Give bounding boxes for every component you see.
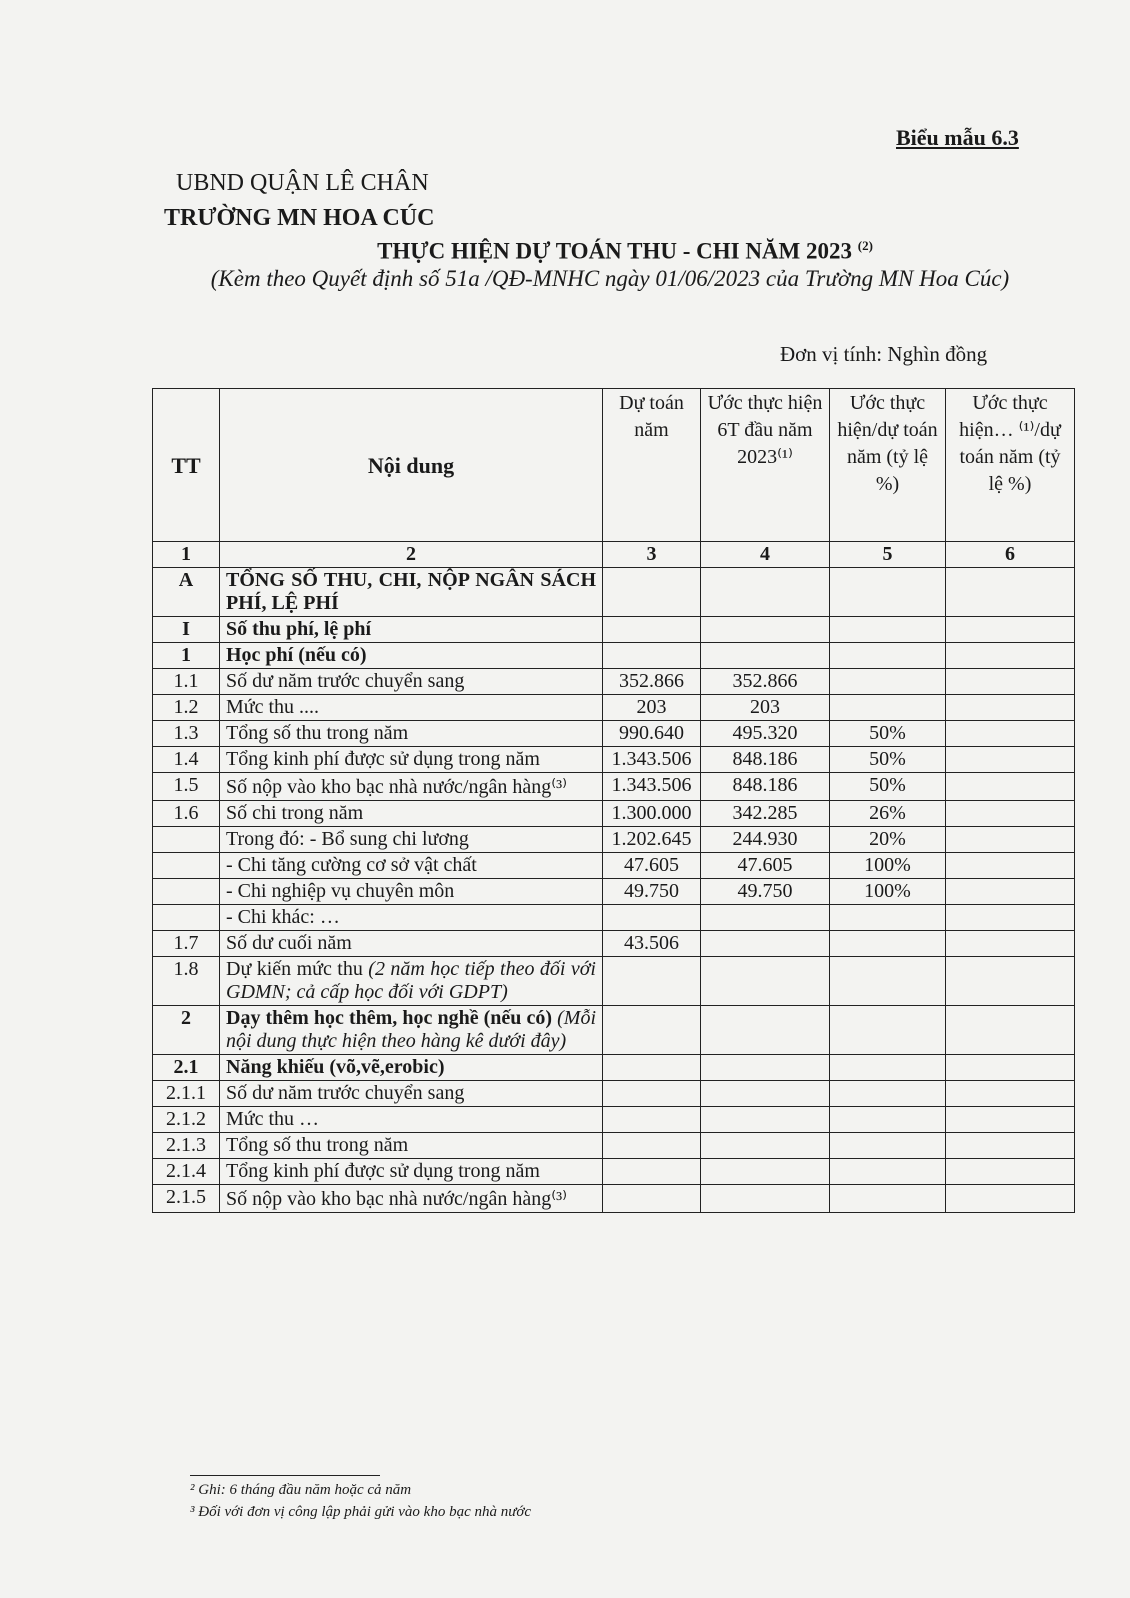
row-tt: I bbox=[153, 617, 220, 643]
row-ratio-2 bbox=[946, 568, 1075, 617]
row-tt: A bbox=[153, 568, 220, 617]
row-tt bbox=[153, 827, 220, 853]
row-content bbox=[220, 1107, 603, 1133]
row-budget bbox=[603, 957, 701, 1006]
row-estimate-6m: 244.930 bbox=[701, 827, 830, 853]
table-row bbox=[153, 1159, 1075, 1185]
row-content bbox=[220, 747, 603, 773]
row-ratio-2 bbox=[946, 879, 1075, 905]
table-row bbox=[153, 1133, 1075, 1159]
table-row bbox=[153, 747, 1075, 773]
row-content-text: Trong đó: - Bổ sung chi lương bbox=[226, 828, 469, 850]
row-content bbox=[220, 931, 603, 957]
row-estimate-6m bbox=[701, 1055, 830, 1081]
col-num: 3 bbox=[603, 542, 701, 568]
agency-name: UBND QUẬN LÊ CHÂN bbox=[176, 170, 429, 196]
row-content-text: Tổng kinh phí được sử dụng trong năm bbox=[226, 1160, 540, 1182]
row-tt: 2.1.4 bbox=[153, 1159, 220, 1185]
row-estimate-6m: 49.750 bbox=[701, 879, 830, 905]
row-content-text: Mức thu … bbox=[226, 1108, 320, 1130]
row-ratio: 100% bbox=[830, 879, 946, 905]
table-row bbox=[153, 879, 1075, 905]
header-ratio: Ước thực hiện/dự toán năm (tỷ lệ %) bbox=[830, 389, 946, 542]
row-budget bbox=[603, 643, 701, 669]
table-body bbox=[153, 568, 1075, 1213]
row-estimate-6m bbox=[701, 1081, 830, 1107]
row-content bbox=[220, 801, 603, 827]
row-tt: 2 bbox=[153, 1006, 220, 1055]
row-content-text: Học phí (nếu có) bbox=[226, 644, 367, 666]
row-tt: 1.3 bbox=[153, 721, 220, 747]
row-budget bbox=[603, 905, 701, 931]
row-budget bbox=[603, 1185, 701, 1213]
row-ratio-2 bbox=[946, 1159, 1075, 1185]
row-ratio: 100% bbox=[830, 853, 946, 879]
row-tt: 1.7 bbox=[153, 931, 220, 957]
col-num: 6 bbox=[946, 542, 1075, 568]
row-content bbox=[220, 957, 603, 1006]
row-content bbox=[220, 617, 603, 643]
header-ratio-2: Ước thực hiện… ⁽¹⁾/dự toán năm (tỷ lệ %) bbox=[946, 389, 1075, 542]
row-estimate-6m bbox=[701, 1006, 830, 1055]
row-ratio-2 bbox=[946, 957, 1075, 1006]
row-ratio bbox=[830, 905, 946, 931]
row-ratio bbox=[830, 1006, 946, 1055]
row-budget: 1.343.506 bbox=[603, 773, 701, 801]
row-ratio bbox=[830, 669, 946, 695]
row-budget bbox=[603, 568, 701, 617]
row-budget: 1.343.506 bbox=[603, 747, 701, 773]
row-content-text: Năng khiếu (võ,vẽ,erobic) bbox=[226, 1056, 445, 1078]
row-ratio-2 bbox=[946, 721, 1075, 747]
row-budget bbox=[603, 617, 701, 643]
row-estimate-6m: 848.186 bbox=[701, 773, 830, 801]
row-content bbox=[220, 879, 603, 905]
row-budget: 1.300.000 bbox=[603, 801, 701, 827]
row-content-text: Số nộp vào kho bạc nhà nước/ngân hàng⁽³⁾ bbox=[226, 776, 568, 798]
document-subtitle: (Kèm theo Quyết định số 51a /QĐ-MNHC ngày 01/06/2023 của Trường MN Hoa Cúc) bbox=[210, 266, 1010, 291]
row-content bbox=[220, 853, 603, 879]
form-code: Biểu mẫu 6.3 bbox=[896, 125, 1019, 150]
row-content-text: Số dư năm trước chuyển sang bbox=[226, 670, 465, 692]
row-budget: 49.750 bbox=[603, 879, 701, 905]
row-tt: 2.1.1 bbox=[153, 1081, 220, 1107]
row-ratio: 50% bbox=[830, 747, 946, 773]
row-ratio bbox=[830, 617, 946, 643]
row-estimate-6m: 352.866 bbox=[701, 669, 830, 695]
row-estimate-6m bbox=[701, 957, 830, 1006]
row-content bbox=[220, 773, 603, 801]
row-content bbox=[220, 669, 603, 695]
row-tt bbox=[153, 905, 220, 931]
row-tt: 2.1.5 bbox=[153, 1185, 220, 1213]
row-estimate-6m bbox=[701, 1185, 830, 1213]
row-budget: 1.202.645 bbox=[603, 827, 701, 853]
row-ratio: 20% bbox=[830, 827, 946, 853]
header-tt: TT bbox=[153, 389, 220, 542]
row-ratio-2 bbox=[946, 695, 1075, 721]
row-ratio-2 bbox=[946, 747, 1075, 773]
row-budget: 43.506 bbox=[603, 931, 701, 957]
row-budget bbox=[603, 1107, 701, 1133]
row-ratio bbox=[830, 1081, 946, 1107]
row-content-text: TỔNG SỐ THU, CHI, NỘP NGÂN SÁCH PHÍ, LỆ PHÍ bbox=[226, 569, 596, 614]
footnote-3: ³ Đối với đơn vị công lập phải gửi vào kho bạc nhà nước bbox=[190, 1504, 532, 1520]
row-ratio bbox=[830, 695, 946, 721]
row-estimate-6m bbox=[701, 643, 830, 669]
row-budget: 990.640 bbox=[603, 721, 701, 747]
row-content-text: Tổng kinh phí được sử dụng trong năm bbox=[226, 748, 540, 770]
row-content-text: Tổng số thu trong năm bbox=[226, 722, 409, 744]
row-budget bbox=[603, 1159, 701, 1185]
row-estimate-6m: 342.285 bbox=[701, 801, 830, 827]
row-budget bbox=[603, 1006, 701, 1055]
row-estimate-6m bbox=[701, 1133, 830, 1159]
header-content: Nội dung bbox=[220, 389, 603, 542]
row-content-note: (2 năm học tiếp theo đối với GDMN; cả cấp học đối với GDPT) bbox=[226, 958, 596, 1003]
row-content-text: Dự kiến mức thu bbox=[226, 958, 363, 980]
row-ratio-2 bbox=[946, 1107, 1075, 1133]
row-content bbox=[220, 695, 603, 721]
row-tt: 1 bbox=[153, 643, 220, 669]
table-header-row bbox=[153, 389, 1075, 542]
table-row bbox=[153, 853, 1075, 879]
footnote-2: ² Ghi: 6 tháng đầu năm hoặc cả năm bbox=[190, 1482, 412, 1498]
row-content bbox=[220, 1081, 603, 1107]
row-tt: 1.5 bbox=[153, 773, 220, 801]
row-ratio bbox=[830, 1159, 946, 1185]
row-ratio bbox=[830, 1133, 946, 1159]
footnote-divider bbox=[190, 1475, 380, 1476]
row-ratio-2 bbox=[946, 1006, 1075, 1055]
row-content-text: Số nộp vào kho bạc nhà nước/ngân hàng⁽³⁾ bbox=[226, 1188, 568, 1210]
table-row bbox=[153, 669, 1075, 695]
row-content-text: Số chi trong năm bbox=[226, 802, 364, 824]
row-ratio-2 bbox=[946, 1081, 1075, 1107]
row-tt: 1.6 bbox=[153, 801, 220, 827]
row-ratio-2 bbox=[946, 801, 1075, 827]
row-content bbox=[220, 1006, 603, 1055]
row-ratio: 26% bbox=[830, 801, 946, 827]
table-row bbox=[153, 1185, 1075, 1213]
row-ratio-2 bbox=[946, 643, 1075, 669]
row-ratio-2 bbox=[946, 905, 1075, 931]
row-tt: 1.2 bbox=[153, 695, 220, 721]
row-tt bbox=[153, 879, 220, 905]
row-tt: 2.1 bbox=[153, 1055, 220, 1081]
document-title bbox=[0, 238, 1130, 265]
row-estimate-6m: 203 bbox=[701, 695, 830, 721]
row-content bbox=[220, 905, 603, 931]
title-text: THỰC HIỆN DỰ TOÁN THU - CHI NĂM 2023 bbox=[377, 238, 852, 264]
row-estimate-6m bbox=[701, 931, 830, 957]
row-content-text: Số dư cuối năm bbox=[226, 932, 352, 954]
col-num: 5 bbox=[830, 542, 946, 568]
table-row bbox=[153, 1055, 1075, 1081]
row-budget bbox=[603, 1081, 701, 1107]
table-row bbox=[153, 1107, 1075, 1133]
row-content-text: - Chi khác: … bbox=[226, 906, 340, 928]
row-content-note: (Mỗi nội dung thực hiện theo hàng kê dưới đây) bbox=[226, 1007, 597, 1052]
row-content-text: Số dư năm trước chuyển sang bbox=[226, 1082, 465, 1104]
row-tt: 1.4 bbox=[153, 747, 220, 773]
table-row bbox=[153, 695, 1075, 721]
header-budget: Dự toán năm bbox=[603, 389, 701, 542]
col-num: 1 bbox=[153, 542, 220, 568]
row-ratio bbox=[830, 957, 946, 1006]
row-content bbox=[220, 1133, 603, 1159]
row-estimate-6m: 495.320 bbox=[701, 721, 830, 747]
table-row bbox=[153, 643, 1075, 669]
row-content bbox=[220, 643, 603, 669]
row-content-text: - Chi nghiệp vụ chuyên môn bbox=[226, 880, 455, 902]
row-ratio-2 bbox=[946, 1185, 1075, 1213]
table-row bbox=[153, 617, 1075, 643]
title-note: (2) bbox=[857, 238, 873, 253]
row-estimate-6m bbox=[701, 905, 830, 931]
row-budget bbox=[603, 1133, 701, 1159]
row-ratio-2 bbox=[946, 827, 1075, 853]
row-ratio bbox=[830, 1107, 946, 1133]
row-tt: 1.8 bbox=[153, 957, 220, 1006]
row-ratio: 50% bbox=[830, 721, 946, 747]
row-budget: 352.866 bbox=[603, 669, 701, 695]
row-content bbox=[220, 721, 603, 747]
row-estimate-6m bbox=[701, 568, 830, 617]
unit-label: Đơn vị tính: Nghìn đồng bbox=[780, 342, 988, 366]
table-row bbox=[153, 827, 1075, 853]
row-ratio-2 bbox=[946, 669, 1075, 695]
row-budget bbox=[603, 1055, 701, 1081]
row-content-text: - Chi tăng cường cơ sở vật chất bbox=[226, 854, 477, 876]
row-tt: 2.1.2 bbox=[153, 1107, 220, 1133]
col-num: 4 bbox=[701, 542, 830, 568]
row-ratio: 50% bbox=[830, 773, 946, 801]
row-estimate-6m bbox=[701, 1107, 830, 1133]
row-budget: 47.605 bbox=[603, 853, 701, 879]
row-budget: 203 bbox=[603, 695, 701, 721]
row-ratio-2 bbox=[946, 853, 1075, 879]
school-name: TRƯỜNG MN HOA CÚC bbox=[164, 205, 435, 231]
row-content-text: Dạy thêm học thêm, học nghề (nếu có) bbox=[226, 1007, 553, 1029]
row-content bbox=[220, 568, 603, 617]
col-num: 2 bbox=[220, 542, 603, 568]
row-estimate-6m: 848.186 bbox=[701, 747, 830, 773]
header-estimate-6m: Ước thực hiện 6T đầu năm 2023⁽¹⁾ bbox=[701, 389, 830, 542]
table-row bbox=[153, 1006, 1075, 1055]
row-ratio-2 bbox=[946, 773, 1075, 801]
row-ratio-2 bbox=[946, 1055, 1075, 1081]
row-tt: 2.1.3 bbox=[153, 1133, 220, 1159]
row-ratio bbox=[830, 568, 946, 617]
budget-table bbox=[152, 388, 1075, 1213]
table-row bbox=[153, 957, 1075, 1006]
column-number-row bbox=[153, 542, 1075, 568]
row-content bbox=[220, 1055, 603, 1081]
row-content bbox=[220, 1185, 603, 1213]
row-ratio bbox=[830, 1055, 946, 1081]
row-ratio-2 bbox=[946, 1133, 1075, 1159]
table-row bbox=[153, 721, 1075, 747]
row-ratio bbox=[830, 931, 946, 957]
row-content-text: Tổng số thu trong năm bbox=[226, 1134, 409, 1156]
table-row bbox=[153, 931, 1075, 957]
row-content-text: Số thu phí, lệ phí bbox=[226, 618, 372, 640]
row-tt bbox=[153, 853, 220, 879]
row-estimate-6m bbox=[701, 1159, 830, 1185]
table-row bbox=[153, 568, 1075, 617]
row-ratio bbox=[830, 1185, 946, 1213]
table-row bbox=[153, 773, 1075, 801]
row-tt: 1.1 bbox=[153, 669, 220, 695]
row-content bbox=[220, 1159, 603, 1185]
table-row bbox=[153, 1081, 1075, 1107]
row-ratio bbox=[830, 643, 946, 669]
table-row bbox=[153, 801, 1075, 827]
table-row bbox=[153, 905, 1075, 931]
row-estimate-6m: 47.605 bbox=[701, 853, 830, 879]
row-estimate-6m bbox=[701, 617, 830, 643]
row-content bbox=[220, 827, 603, 853]
row-content-text: Mức thu .... bbox=[226, 696, 320, 718]
row-ratio-2 bbox=[946, 931, 1075, 957]
row-ratio-2 bbox=[946, 617, 1075, 643]
